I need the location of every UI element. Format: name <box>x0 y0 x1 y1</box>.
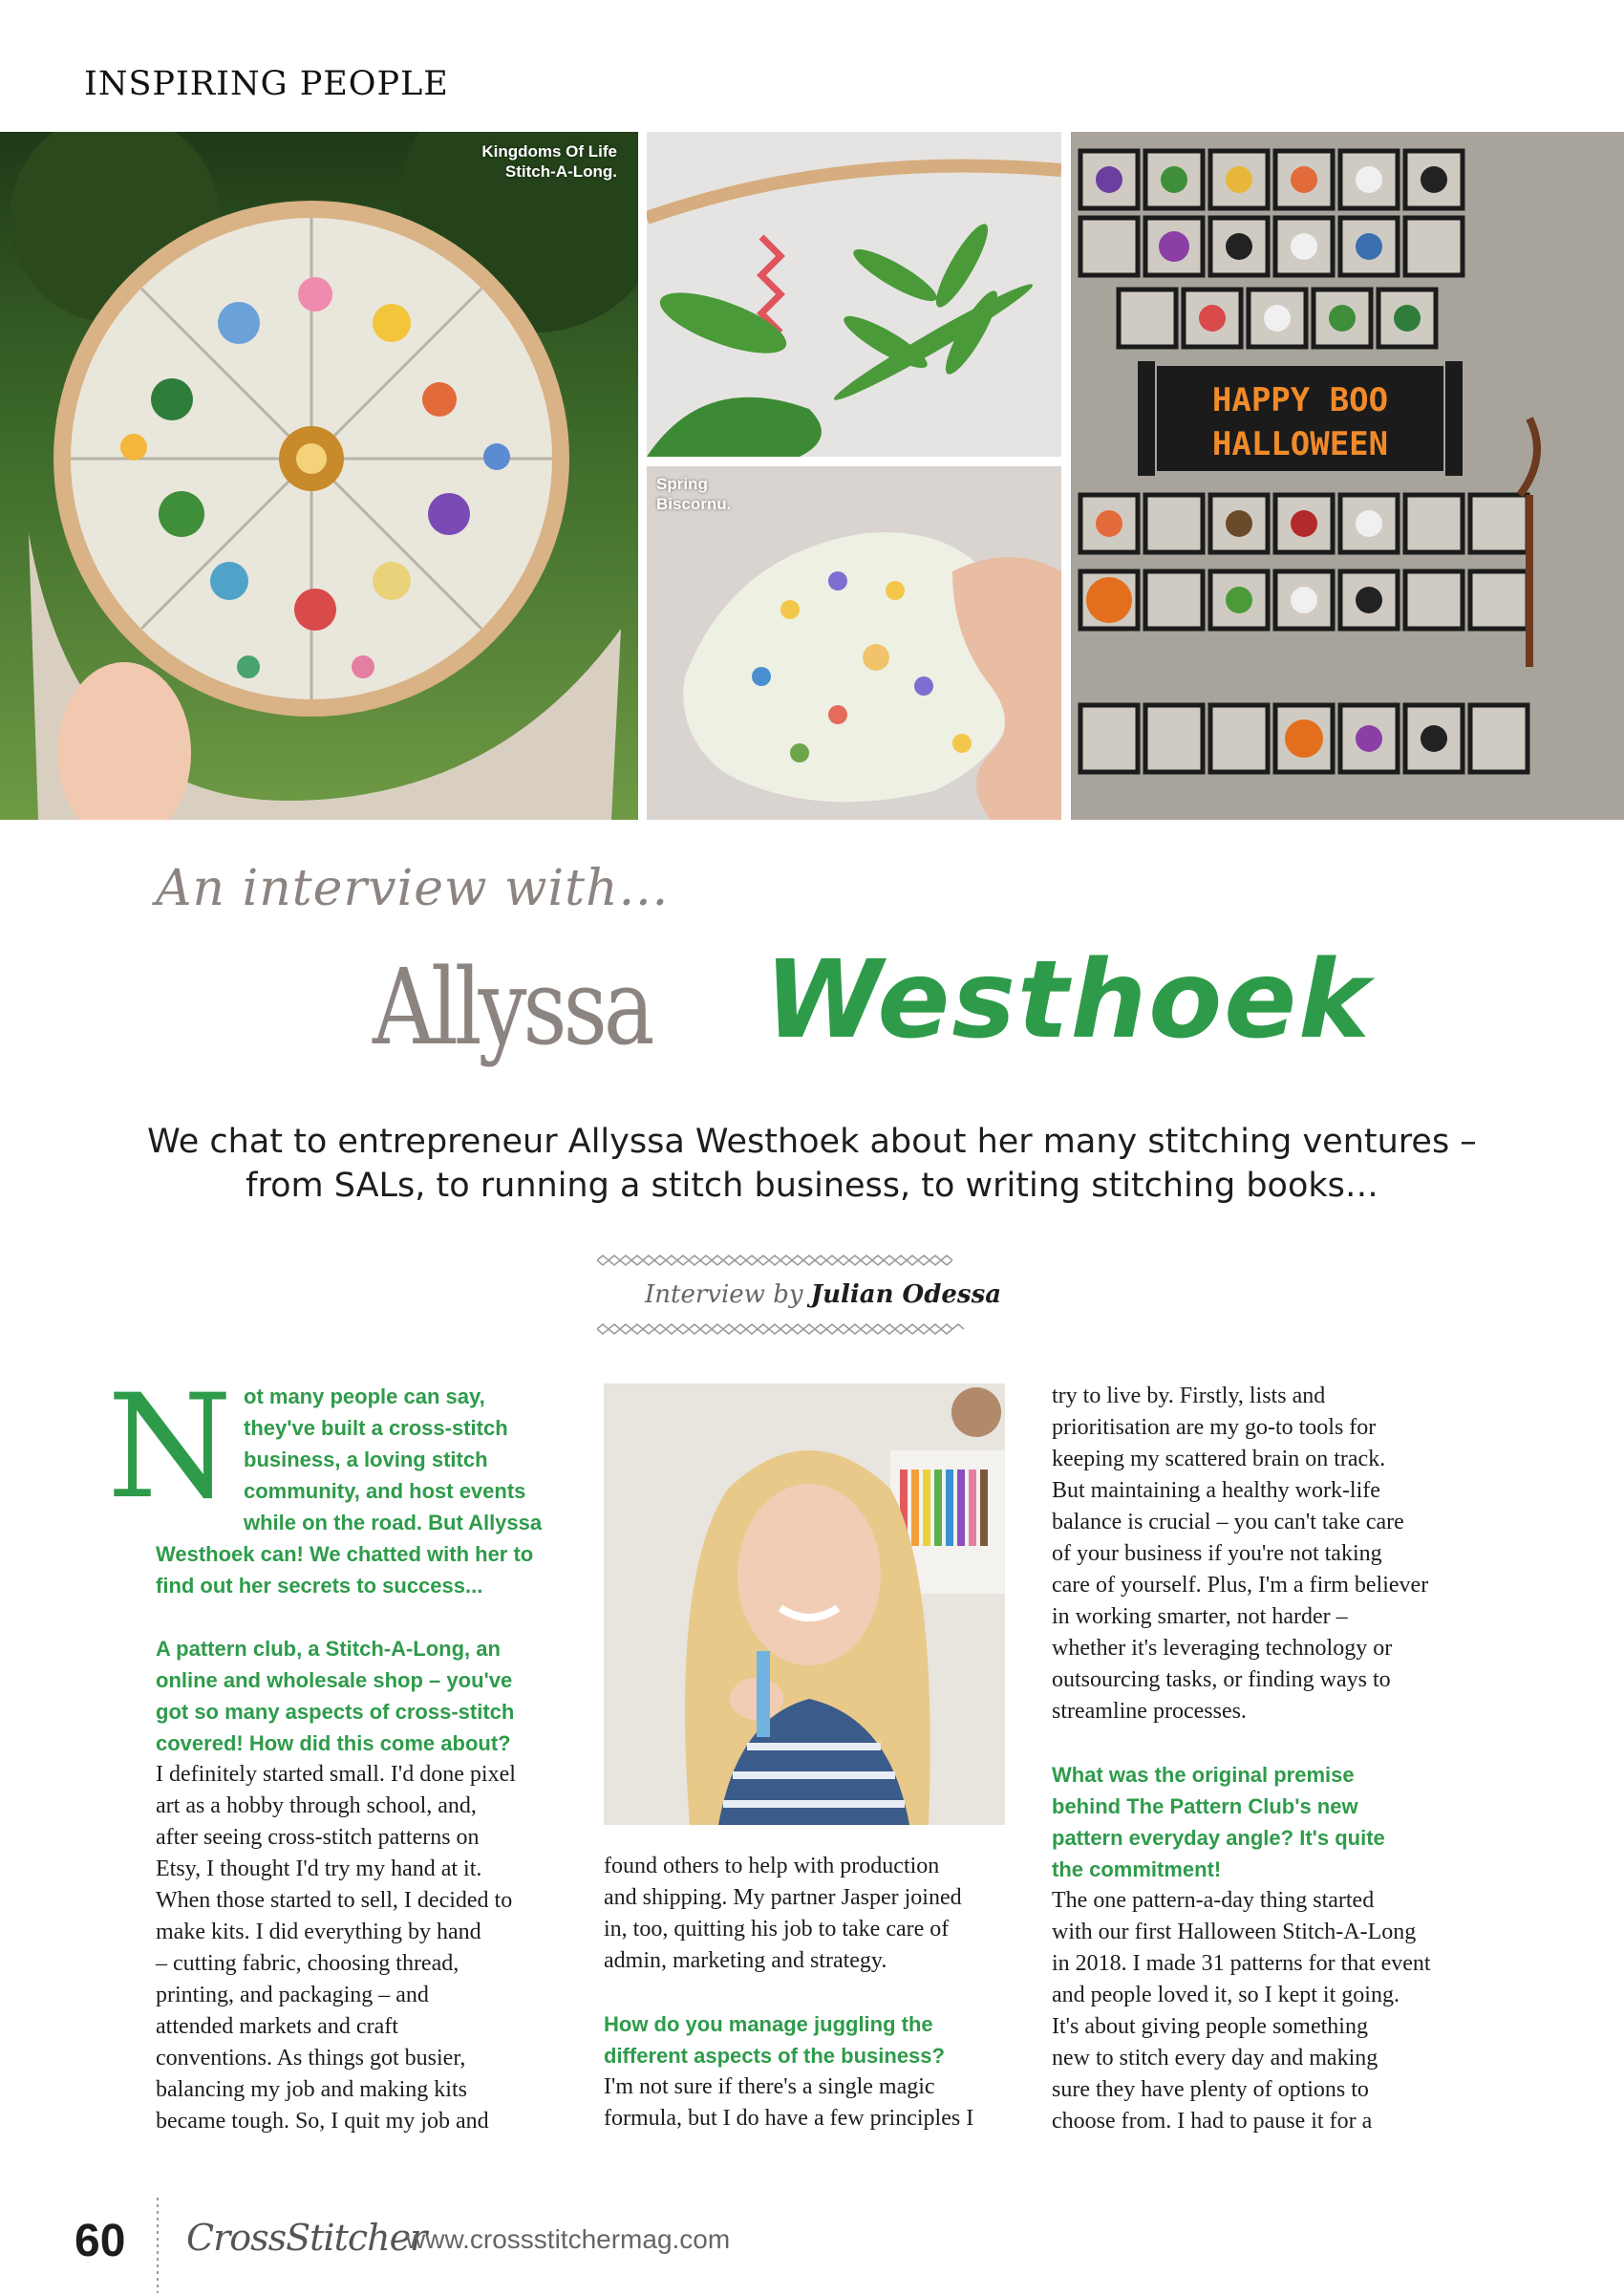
sampler-banner-top: HAPPY BOO <box>1211 381 1389 419</box>
byline: Interview by Julian Odessa <box>645 1280 1002 1309</box>
zigzag-divider-bottom <box>597 1323 1019 1335</box>
footer-url[interactable]: www.crossstitchermag.com <box>406 2224 731 2254</box>
answer-3: The one pattern-a-day thing started <box>1052 1888 1375 1913</box>
page-number: 60 <box>75 2216 126 2266</box>
column-1: Westhoek can! We chatted with her to find out her secrets to success... A pattern club, a Stitch-A-Long, an online and wholesale shop – you've got so many aspects of cross-stitch covered! How did this come about? I definitely started small. I'd done pixel art as a hobby through school, and, after seeing cross-stitch patterns on Etsy, I thought I'd try my hand at it. When those started to sell, I decided to make kits. I did everything by hand – cutting fabric, choosing thread, printing, and packaging – and attended markets and craft conventions. As things got busier, balancing my job and making kits became tough. So, I quit my job and <box>156 1542 534 2134</box>
name-last: Westhoek <box>764 938 1372 1062</box>
intro-indented: ot many people can say, they've built a cross-stitch business, a loving stitch community, and host events while on the road. But Allyssa <box>244 1384 543 1534</box>
question-3: What was the original premise <box>1052 1763 1355 1787</box>
sampler-banner-bottom: HALLOWEEN <box>1211 425 1389 463</box>
column-2: found others to help with production and shipping. My partner Jasper joined in, too, quitting his job to take care of admin, marketing and strategy. How do you manage juggling the different aspects of the business? I'm not sure if there's a single magic formula, but I do have a few principles I <box>604 1851 973 2135</box>
zigzag-divider-top <box>597 1255 1019 1266</box>
portrait-photo <box>604 1384 1005 1825</box>
answer-1: I definitely started small. I'd done pixel <box>156 1762 516 1787</box>
name-first: Allyssa <box>373 946 652 1068</box>
hoop-photo <box>0 132 638 820</box>
biscornu-caption: Spring Biscornu. <box>656 475 732 513</box>
question-1: A pattern club, a Stitch-A-Long, an <box>156 1637 501 1661</box>
biscornu-photo <box>647 466 1061 820</box>
standfirst: We chat to entrepreneur Allyssa Westhoek about her many stitching ventures – from SALs, to running a stitch business, to writing stitching books… <box>147 1123 1477 1205</box>
question-2: How do you manage juggling the <box>604 2012 933 2036</box>
drop-cap: N <box>107 1364 233 1531</box>
section-label: INSPIRING PEOPLE <box>84 65 449 103</box>
answer-1-continued: found others to help with production <box>604 1854 940 1878</box>
hoop-caption: Kingdoms Of Life Stitch-A-Long. <box>481 142 617 181</box>
leaf-embroidery-photo <box>647 132 1061 457</box>
title-kicker: An interview with... <box>156 860 670 917</box>
footer-divider <box>156 2198 160 2293</box>
magazine-logo: CrossStitcher <box>186 2217 427 2259</box>
answer-2: I'm not sure if there's a single magic <box>604 2074 935 2099</box>
halloween-sampler-photo <box>1071 132 1624 820</box>
answer-2-continued: try to live by. Firstly, lists and <box>1052 1384 1326 1408</box>
column-3: try to live by. Firstly, lists and prioritisation are my go-to tools for keeping my scattered brain on track. But maintaining a healthy work-life balance is crucial – you can't take care of your business if you're not taking care of yourself. Plus, I'm a firm believer in working smarter, not harder – whether it's leveraging technology or outsourcing tasks, or finding ways to streamline processes. What was the original premise behind The Pattern Club's new pattern everyday angle? It's quite the commitment! The one pattern-a-day thing started with our first Halloween Stitch-A-Long in 2018. I made 31 patterns for that event and people loved it, so I kept it going. It's about giving people something new to stitch every day and making sure they have plenty of options to choose from. I had to pause it for a <box>1052 1381 1431 2137</box>
